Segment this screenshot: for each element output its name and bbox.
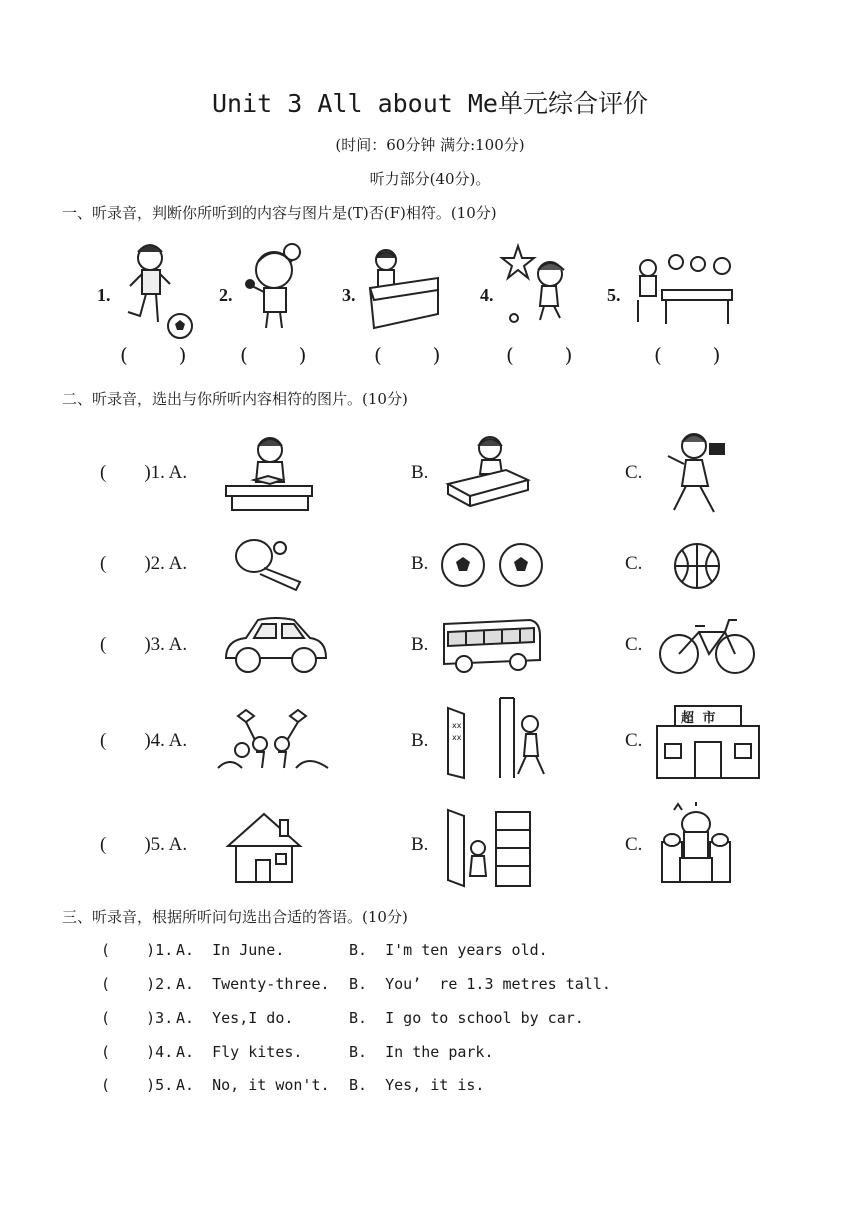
part1-number: 1.: [97, 285, 111, 305]
question-prefix[interactable]: ( )2.: [101, 975, 174, 993]
part1-heading: 一、听录音，判断你所听到的内容与图片是(T)否(F)相符。(10分): [62, 204, 497, 222]
girl-keyboard-picture: [364, 244, 442, 332]
option-b: B. You’ re 1.3 metres tall.: [349, 975, 611, 993]
option-b: B. Yes, it is.: [349, 1076, 485, 1094]
option-b: B. I go to school by car.: [349, 1009, 584, 1027]
shop-shelves-picture: [444, 806, 532, 888]
option-b-label: B.: [411, 462, 429, 483]
school-gate-picture: [442, 694, 554, 782]
question-prefix[interactable]: ( )4.: [101, 1043, 174, 1061]
option-c-label: C.: [625, 553, 643, 574]
bus-picture: [440, 616, 544, 674]
bicycle-picture: [657, 614, 757, 676]
answer-blank[interactable]: ( ): [506, 343, 573, 367]
girl-singing-picture: [238, 240, 310, 332]
part2-heading: 二、听录音，选出与你所听内容相符的图片。(10分): [62, 390, 408, 408]
answer-blank[interactable]: ( ): [240, 343, 307, 367]
flying-kites-picture: [216, 706, 334, 776]
svg-text:xx: xx: [452, 733, 462, 742]
answer-blank[interactable]: ( ): [374, 343, 441, 367]
option-a: A. In June.: [176, 941, 285, 959]
boy-football-picture: [118, 238, 198, 338]
two-footballs-picture: [441, 541, 545, 589]
girl-writing-picture: [446, 432, 530, 512]
option-b-label: B.: [411, 834, 429, 855]
house-picture: [224, 806, 304, 886]
supermarket-sign: 超 市: [681, 711, 718, 726]
question-prefix[interactable]: ( )3.: [101, 1009, 174, 1027]
option-a: A. Yes,I do.: [176, 1009, 294, 1027]
girl-star-picture: [500, 240, 576, 326]
option-b: B. In the park.: [349, 1043, 494, 1061]
listening-section-label: 听力部分(40分)。: [369, 170, 491, 188]
option-c-label: C.: [625, 834, 643, 855]
row-prefix[interactable]: ( )5. A.: [100, 834, 188, 855]
option-a: A. No, it won't.: [176, 1076, 330, 1094]
part1-number: 3.: [342, 285, 356, 305]
girl-camera-picture: [660, 426, 734, 518]
part1-number: 2.: [219, 285, 233, 305]
page-title: [0, 84, 860, 120]
car-picture: [222, 614, 330, 676]
option-a: A. Fly kites.: [176, 1043, 303, 1061]
option-b: B. I'm ten years old.: [349, 941, 548, 959]
church-picture: [654, 802, 736, 886]
row-prefix[interactable]: ( )1. A.: [100, 462, 188, 483]
option-c-label: C.: [625, 730, 643, 751]
row-prefix[interactable]: ( )3. A.: [100, 634, 188, 655]
svg-text:xx: xx: [452, 721, 462, 730]
title-chinese: 单元综合评价: [497, 89, 648, 118]
option-b-label: B.: [411, 553, 429, 574]
part3-heading: 三、听录音，根据所听问句选出合适的答语。(10分): [62, 908, 408, 926]
part1-number: 5.: [607, 285, 621, 305]
boy-reading-picture: [224, 432, 316, 512]
basketball-picture: [672, 541, 722, 591]
option-b-label: B.: [411, 730, 429, 751]
part1-number: 4.: [480, 285, 494, 305]
title-english: Unit 3 All about Me: [212, 89, 498, 118]
option-a: A. Twenty-three.: [176, 975, 330, 993]
classroom-picture: [632, 250, 742, 328]
answer-blank[interactable]: ( ): [120, 343, 187, 367]
question-prefix[interactable]: ( )1.: [101, 941, 174, 959]
exam-meta: (时间：60分钟 满分:100分): [335, 136, 525, 154]
answer-blank[interactable]: ( ): [654, 343, 721, 367]
option-c-label: C.: [625, 462, 643, 483]
ping-pong-picture: [232, 536, 306, 592]
option-b-label: B.: [411, 634, 429, 655]
question-prefix[interactable]: ( )5.: [101, 1076, 174, 1094]
row-prefix[interactable]: ( )4. A.: [100, 730, 188, 751]
row-prefix[interactable]: ( )2. A.: [100, 553, 188, 574]
option-c-label: C.: [625, 634, 643, 655]
